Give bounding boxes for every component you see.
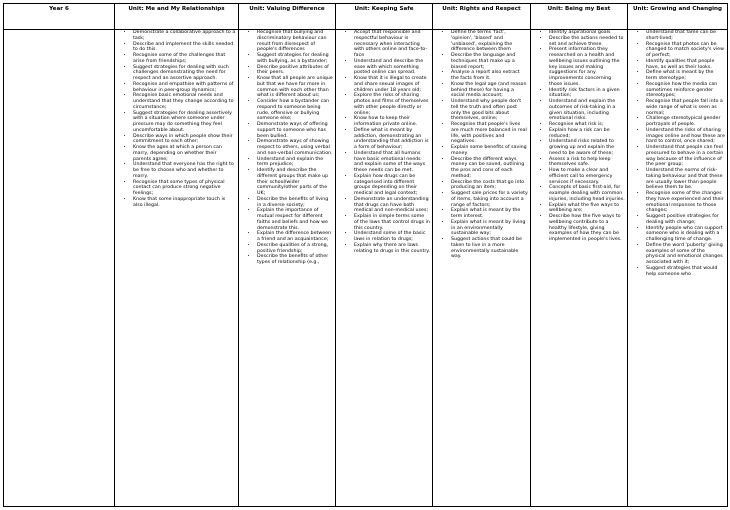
objective-item: • Present information they researched on a health and wellbeing issues outlining the key issues and making suggestions for any improvements concerning those issues.: [549, 47, 625, 87]
objective-item: • Explore the risks of sharing photos and films of themselves with other people directly or online;: [354, 93, 430, 116]
year-header: Year 6: [4, 4, 115, 30]
objective-item: • Know that all people are unique but that we have far more in common with each other than what is different about us;: [257, 76, 333, 99]
objective-item: • Suggest strategies that would help someone who: [646, 266, 725, 278]
list-being-my-best: [531, 30, 627, 243]
objective-item: • Understand and explain the term prejudice;: [257, 157, 333, 169]
objective-item: • Suggest sale prices for a variety of items, taking into account a range of factors;: [451, 191, 528, 208]
objective-item: • Recognise that people fall into a wide range of what is seen as normal;: [646, 99, 725, 116]
objective-item: • Understand that everyone has the right to be free to choose who and whether to marry.: [133, 162, 236, 179]
objective-item: • Understand that people can feel pressured to behave in a certain way because of the influence of the peer group;: [646, 145, 725, 168]
objective-item: • Recognise how the media can sometimes reinforce gender stereotypes;: [646, 82, 725, 99]
objective-item: • Recognise that some types of physical contact can produce strong negative feelings;: [133, 180, 236, 197]
objective-item: • Describe the language and techniques that make up a biased report;: [451, 53, 528, 70]
objective-item: • Recognise that people's lives are much more balanced in real life, with positives and negatives.: [451, 122, 528, 145]
objective-item: • Describe the benefits of living in a diverse society;: [257, 197, 333, 209]
objective-item: • Demonstrate a collaborative approach to a task;: [133, 30, 236, 42]
objective-item: • Know that some inappropriate touch is also illegal.: [133, 197, 236, 209]
objective-item: • Explain the difference between a friend and an acquaintance;: [257, 231, 333, 243]
objective-item: • Explain the importance of mutual respect for different faiths and beliefs and how we demonstrate this.: [257, 208, 333, 231]
list-growing-and-changing: [628, 30, 727, 277]
objective-item: • Understand why people don't tell the truth and often post only the good bits about themselves, online;: [451, 99, 528, 122]
objective-item: • Consider how a bystander can respond to someone being rude, offensive or bullying someone else;: [257, 99, 333, 122]
objective-item: • Know the legal age (and reason behind these) for having a social media account;: [451, 82, 528, 99]
objective-item: • Explain some benefits of saving money: [451, 145, 528, 157]
objective-item: • Demonstrate ways of offering support to someone who has been bullied.: [257, 122, 333, 139]
objective-item: • Suggest strategies for dealing with such challenges demonstrating the need for respect and an assertive approach.: [133, 65, 236, 82]
objective-item: • Explain how a risk can be reduced;: [549, 128, 625, 140]
objective-item: • Understand and explain the outcomes of risk-taking in a given situation, including emotional risks.: [549, 99, 625, 122]
objective-item: • Define what is meant by the term stereotype;: [646, 70, 725, 82]
objective-item: • Describe the actions needed to set and achieve these: [549, 36, 625, 48]
content-row: [4, 30, 728, 507]
objective-item: • Identify and describe the different groups that make up their school/wider community/other parts of the UK;: [257, 168, 333, 197]
objective-item: • Explain in simple terms some of the laws that control drugs in this country.: [354, 214, 430, 231]
objective-item: • Suggest strategies for dealing assertively with a situation where someone under pressure may do something they feel uncomfortable about.: [133, 111, 236, 134]
objective-item: • Explain why there are laws relating to drugs in this country.: [354, 243, 430, 255]
objective-item: • Concepts of basic first-aid, for example dealing with common injuries, including head injuries.: [549, 185, 625, 202]
cell-being-my-best: [531, 30, 628, 507]
objective-item: • Challenge stereotypical gender portrayals of people.: [646, 116, 725, 128]
objective-item: • Describe qualities of a strong, positive friendship;: [257, 243, 333, 255]
objective-item: • Understand the risks of sharing images online and how these are hard to control, once shared;: [646, 128, 725, 145]
objective-item: • Know the ages at which a person can marry, depending on whether their parents agree;: [133, 145, 236, 162]
objective-item: • Suggest strategies for dealing with bullying, as a bystander;: [257, 53, 333, 65]
objective-item: • Identify people who can support someone who is dealing with a challenging time of change.: [646, 226, 725, 243]
objective-item: • Describe positive attributes of their peers.: [257, 65, 333, 77]
curriculum-table: [3, 3, 728, 507]
header-rights-and-respect: Unit: Rights and Respect: [433, 4, 531, 30]
objective-item: • Understand some of the basic laws in relation to drugs;: [354, 231, 430, 243]
objective-item: • Explain what is meant by living in an environmentally sustainable way;: [451, 220, 528, 237]
objective-item: • Accept that responsible and respectful behaviour is necessary when interacting with others online and face-to-face: [354, 30, 430, 59]
header-growing-and-changing: Unit: Growing and Changing: [628, 4, 728, 30]
objective-item: • Recognise that bullying and discriminatory behaviour can result from disrespect of people's differences: [257, 30, 333, 53]
objective-item: • Understand the norms of risk-taking behaviour and that these are usually lower than people believe them to be.: [646, 168, 725, 191]
header-me-and-my-relationships: Unit: Me and My Relationships: [115, 4, 239, 30]
header-being-my-best: Unit: Being my Best: [531, 4, 628, 30]
list-rights-and-respect: [433, 30, 530, 260]
objective-item: • Analyse a report also extract the facts from it.: [451, 70, 528, 82]
objective-item: • Recognise some of the challenges that arise from friendships;: [133, 53, 236, 65]
objective-item: • Suggest positive strategies for dealing with change;: [646, 214, 725, 226]
objective-item: • Describe the costs that go into producing an item;: [451, 180, 528, 192]
objective-item: • Define what is meant by addiction, demonstrating an understanding that addiction is a form of behaviour;: [354, 128, 430, 151]
objective-item: • Recognise some of the changes they have experienced and their emotional responses to those changes;: [646, 191, 725, 214]
objective-item: • Describe the different ways money can be saved, outlining the pros and cons of each method;: [451, 157, 528, 180]
cell-me-and-my-relationships: [115, 30, 239, 507]
objective-item: • Describe ways in which people show their commitment to each other;: [133, 134, 236, 146]
header-valuing-difference: Unit: Valuing Difference: [239, 4, 336, 30]
cell-rights-and-respect: [433, 30, 531, 507]
objective-item: • Define the word 'puberty' giving examples of some of the physical and emotional changes associated with it;: [646, 243, 725, 266]
objective-item: • Define the terms 'fact', 'opinion', 'biased' and 'unbiased', explaining the difference between them: [451, 30, 528, 53]
objective-item: • Recognise that photos can be changed to match society's view of perfect;: [646, 42, 725, 59]
objective-item: • Understand that fame can be short-lived;: [646, 30, 725, 42]
objective-item: • Recognise what risk is;: [549, 122, 625, 128]
objective-item: • Identify qualities that people have, as well as their looks.: [646, 59, 725, 71]
objective-item: • Describe and implement the skills needed to do this.: [133, 42, 236, 54]
objective-item: • Suggest actions that could be taken to live in a more environmentally sustainable way.: [451, 237, 528, 260]
cell-keeping-safe: [336, 30, 433, 507]
objective-item: • Recognise and empathise with patterns of behaviour in peer-group dynamics;: [133, 82, 236, 94]
objective-item: • Recognise basic emotional needs and understand that they change according to circumstance;: [133, 93, 236, 110]
objective-item: • Know how to keep their information private online.: [354, 116, 430, 128]
objective-item: • Describe the benefits of other types of relationship (e.g.,: [257, 254, 333, 266]
header-keeping-safe: Unit: Keeping Safe: [336, 4, 433, 30]
list-me-and-my-relationships: [115, 30, 238, 208]
objective-item: • Explain what the five ways to wellbeing are;: [549, 203, 625, 215]
objective-item: • Assess a risk to help keep themselves safe.: [549, 157, 625, 169]
objective-item: • Understand risks related to growing up and explain the need to be aware of these;: [549, 139, 625, 156]
objective-item: • Explain how drugs can be categorised into different groups depending on their medical and legal context;: [354, 174, 430, 197]
objective-item: • How to make a clear and efficient call to emergency services if necessary.: [549, 168, 625, 185]
objective-item: • Understand and describe the ease with which something posted online can spread.: [354, 59, 430, 76]
objective-item: • Explain what is meant by the term interest.: [451, 208, 528, 220]
header-row: [4, 4, 728, 30]
cell-growing-and-changing: [628, 30, 728, 507]
objective-item: • Identify risk factors in a given situation;: [549, 88, 625, 100]
objective-item: • Identify aspirational goals: [549, 30, 625, 36]
list-keeping-safe: [336, 30, 432, 254]
objective-item: • Understand that all humans have basic emotional needs and explain some of the ways these needs can be met.: [354, 151, 430, 174]
cell-valuing-difference: [239, 30, 336, 507]
objective-item: • Describe how the five ways to wellbeing contribute to a healthy lifestyle, giving examples of how they can be implemented in people's lives.: [549, 214, 625, 243]
objective-item: • Demonstrate an understanding that drugs can have both medical and non-medical uses;: [354, 197, 430, 214]
objective-item: • Demonstrate ways of showing respect to others, using verbal and non-verbal communication.: [257, 139, 333, 156]
list-valuing-difference: [239, 30, 335, 266]
year-cell: [4, 30, 115, 507]
objective-item: • Know that it is illegal to create and share sexual images of children under 18 years old;: [354, 76, 430, 93]
